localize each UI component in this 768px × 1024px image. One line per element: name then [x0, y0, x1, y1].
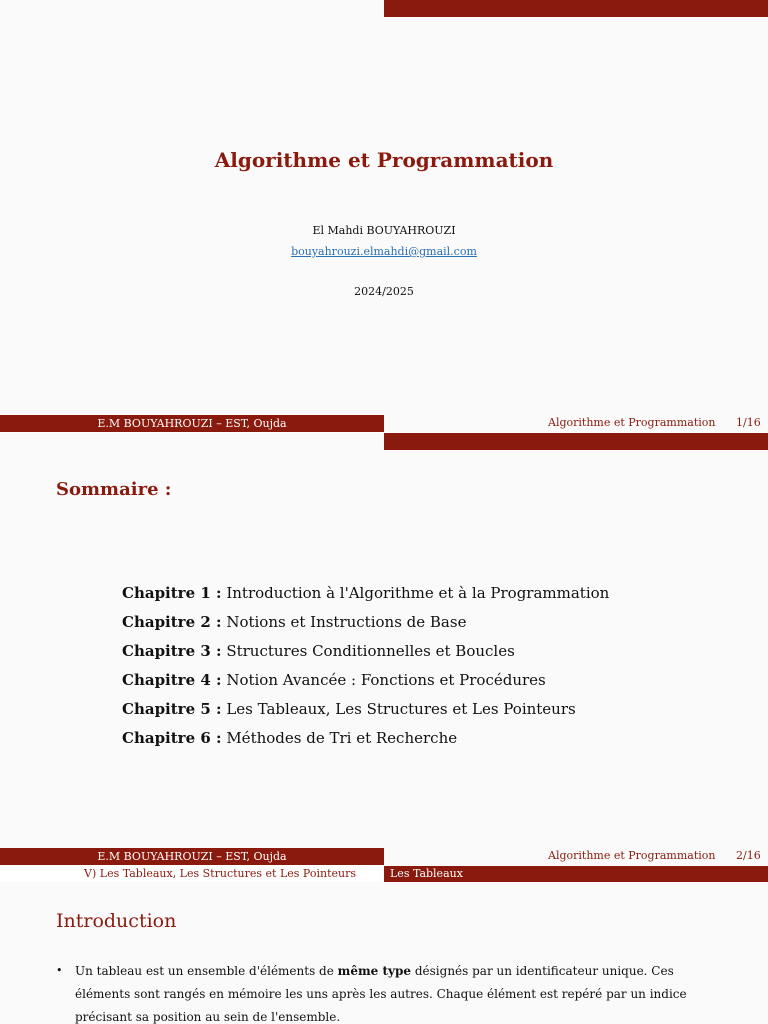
chapter-item — [122, 728, 609, 757]
introduction-paragraph — [75, 960, 715, 1024]
chapter-item — [122, 612, 609, 641]
introduction-heading: Introduction — [56, 910, 177, 932]
footer-page-number: 1/16 — [736, 416, 761, 429]
chapter-title: Les Tableaux, Les Structures et Les Pointeurs — [226, 700, 576, 718]
footer-author-bar — [0, 415, 384, 432]
chapter-item — [122, 670, 609, 699]
chapter-title: Méthodes de Tri et Recherche — [226, 729, 458, 747]
chapter-label: Chapitre 2 : — [122, 613, 222, 631]
chapter-list — [122, 583, 609, 757]
slide-title — [0, 0, 768, 432]
bullet-icon: • — [56, 964, 63, 977]
chapter-title: Introduction à l'Algorithme et à la Programmation — [226, 584, 610, 602]
slide-introduction — [0, 866, 768, 1024]
summary-heading: Sommaire : — [56, 479, 172, 500]
footer-author-text: E.M BOUYAHROUZI – EST, Oujda — [97, 850, 287, 863]
para-bold-term: même type — [337, 964, 412, 978]
para-text-end: désignés par un identificateur unique. Ces éléments sont rangés en mémoire les uns après les autres. Chaque élément est repéré par un indice précisant sa position au sein de l'ensemble. — [75, 964, 687, 1024]
author-name: El Mahdi BOUYAHROUZI — [312, 224, 456, 237]
chapter-label: Chapitre 6 : — [122, 729, 222, 747]
chapter-item — [122, 699, 609, 728]
top-accent-bar — [384, 433, 768, 450]
chapter-label: Chapitre 5 : — [122, 700, 222, 718]
chapter-label: Chapitre 4 : — [122, 671, 222, 689]
section-nav — [0, 866, 384, 882]
footer-title: Algorithme et Programmation — [548, 849, 716, 862]
chapter-title: Structures Conditionnelles et Boucles — [226, 642, 515, 660]
chapter-label: Chapitre 3 : — [122, 642, 222, 660]
footer-author-text: E.M BOUYAHROUZI – EST, Oujda — [97, 417, 287, 430]
slide-summary — [0, 433, 768, 865]
para-text-start: Un tableau est un ensemble d'éléments de — [75, 964, 338, 978]
author-email-link[interactable]: bouyahrouzi.elmahdi@gmail.com — [291, 245, 477, 258]
chapter-title: Notions et Instructions de Base — [226, 613, 467, 631]
footer-author-bar — [0, 848, 384, 865]
footer-title: Algorithme et Programmation — [548, 416, 716, 429]
subsection-nav — [384, 866, 768, 882]
section-title: V) Les Tableaux, Les Structures et Les Pointeurs — [84, 867, 356, 880]
academic-year: 2024/2025 — [354, 285, 414, 298]
subsection-title: Les Tableaux — [390, 867, 463, 880]
chapter-title: Notion Avancée : Fonctions et Procédures — [226, 671, 546, 689]
chapter-item — [122, 583, 609, 612]
top-accent-bar — [384, 0, 768, 17]
chapter-label: Chapitre 1 : — [122, 584, 222, 602]
chapter-item — [122, 641, 609, 670]
presentation-title: Algorithme et Programmation — [214, 148, 554, 172]
footer-page-number: 2/16 — [736, 849, 761, 862]
